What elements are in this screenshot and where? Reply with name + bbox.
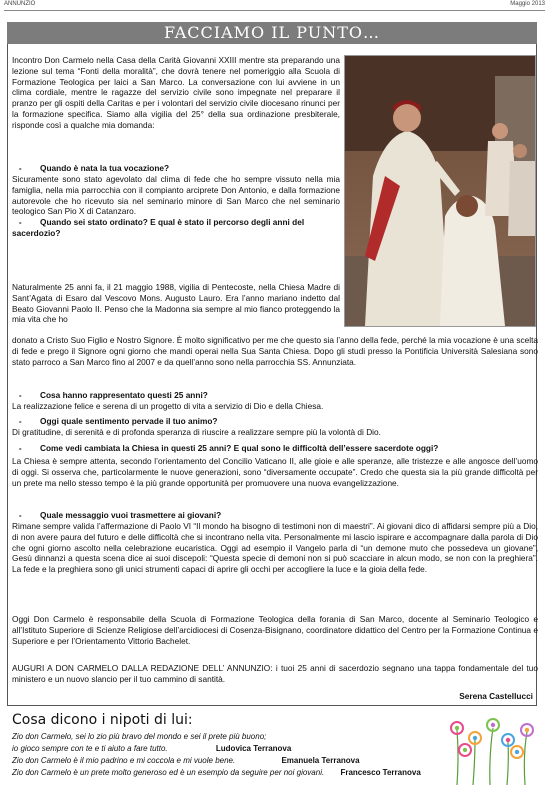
nipoti-line-2 <box>12 744 291 753</box>
question-4: - Oggi quale sentimento pervade il tuo animo? <box>12 416 218 426</box>
flower-center <box>525 728 529 732</box>
ordination-photo-icon <box>345 56 535 326</box>
flower-center <box>473 736 477 740</box>
intro-paragraph: Incontro Don Carmelo nella Casa della Carità Giovanni XXIII mentre sta preparando una lezione sul tema “Fonti della moralità”, che dovrà tenere nel pomeriggio alla Scuola di Formazione Teologica per laici a San Marco. La conversazione con lui avviene in un clima cordiale, mentre le ragazze del servizio civile sono impegnate nel preparare il pranzo per gli ospiti della Caritas e per i volontari del servizio civile diocesano rinunci per la formazione specifica. Siamo alla vigilia del 25° della sua ordinazione presbiterale, risponde così a qualche mia domanda: <box>12 55 340 130</box>
question-3: - Cosa hanno rappresentato questi 25 anni? <box>12 390 208 400</box>
question-3-text: Cosa hanno rappresentato questi 25 anni? <box>40 390 208 400</box>
answer-6: Rimane sempre valida l’affermazione di Paolo VI “Il mondo ha bisogno di testimoni non di maestri”. Ai giovani dico di affidarsi sempre più a Dio, di non avere paura del futuro e delle difficoltà che si incontrano nella vita. Personalmente mi lascio ispirare e accompagnare dalla parola di Dio che ogni giorno ascolto nella celebrazione eucaristica. Oggi ad esempio il Vangelo parla di “un demone muto che possedeva un giovane”, Gesù dinnanzi a questa scena dice ai suoi discepoli: “Questa specie di demoni non si può scacciare in alcun modo, se non con la preghiera”. La fede e la preghiera sono gli unici strumenti capaci di aprire gli occhi per accogliere la luce e la gioia della fede. <box>12 521 538 574</box>
answer-5: La Chiesa è sempre attenta, secondo l’orientamento del Concilio Vaticano II, alle gioie e alle speranze, alle tristezze e alle angosce dell’uomo di oggi. Si osserva che, particolarmente le nuove generazioni, sono “diversamente occupate”. Credo che questa sia la più grande difficoltà per un prete ma nello stesso tempo è la più grande opportunità per promuovere una nuova evangelizzazione. <box>12 456 538 488</box>
flower-center <box>455 726 459 730</box>
article-title: FACCIAMO IL PUNTO… <box>7 22 537 44</box>
flower-center <box>515 750 519 754</box>
answer-3: La realizzazione felice e serena di un progetto di vita a servizio di Dio e della Chiesa. <box>12 401 324 411</box>
nipoti-line-1: Zio don Carmelo, sei lo zio più bravo del mondo e sei il prete più buono; <box>12 732 267 741</box>
auguri-paragraph: AUGURI A DON CARMELO DALLA REDAZIONE DELL’ ANNUNZIO: i tuoi 25 anni di sacerdozio segnano una tappa fondamentale del tuo ministero e un nuovo slancio per il tuo cammino di santità. <box>12 663 538 684</box>
answer-4: Di gratitudine, di serenità e di profonda speranza di riuscire a realizzare sempre più la volontà di Dio. <box>12 427 381 437</box>
ordination-photo <box>344 55 536 327</box>
flowers-icon <box>445 710 540 785</box>
answer-2-part-a: Naturalmente 25 anni fa, il 21 maggio 1988, vigilia di Pentecoste, nella Chiesa Madre di Sant’Agata di Esaro dal Vescovo Mons. Augusto Lauro. Era l’anno mariano indetto dal Beato Giovanni Paolo II. Penso che la Madonna sia sempre al mio fianco proteggendo la mia vita che ho <box>12 282 340 325</box>
question-2: - Quando sei stato ordinato? E qual è stato il percorso degli anni del sacerdozio? <box>12 217 305 238</box>
answer-1: Sicuramente sono stato agevolato dal clima di fede che ho sempre vissuto nella mia famiglia, nella mia parrocchia con il compianto arciprete Don Antonio, e dalla formazione autorevole che ho ricevuto sia nel seminario minore di San Marco che nel seminario teologico San Pio X di Catanzaro. <box>12 174 340 217</box>
signature: Serena Castellucci <box>459 691 533 701</box>
nipoti-title: Cosa dicono i nipoti di lui: <box>12 712 193 728</box>
nipoti-author-1: Ludovica Terranova <box>215 744 292 753</box>
question-5-text: Come vedi cambiata la Chiesa in questi 25 anni? E qual sono le difficoltà dell’essere sacerdote oggi? <box>40 443 439 453</box>
nipoti-line-4-text: Zio don Carmelo è un prete molto generoso ed è un esempio da seguire per noi giovani. <box>12 768 325 777</box>
nipoti-line-3-text: Zio don Carmelo è il mio padrino e mi coccola e mi vuole bene. <box>12 756 236 765</box>
nipoti-line-4 <box>12 768 421 777</box>
closing-paragraph: Oggi Don Carmelo è responsabile della Scuola di Formazione Teologica della forania di San Marco, docente al Seminario Teologico e all’Istituto Superiore di Scienze Religiose dell’arcidiocesi di Cosenza-Bisignano, coordinatore didattico del Centro per la Formazione Continua e Superiore e per l’Orientamento Vittorio Bachelet. <box>12 614 538 646</box>
answer-2-part-b: donato a Cristo Suo Figlio e Nostro Signore. È molto significativo per me che questo sia l’anno della fede, perché la mia vocazione è una scelta di fede e prego il Signore ogni giorno che mandi operai nella Sua Santa Chiesa. Dopo gli studi presso la Pontificia Università Salesiana sono stato parroco a San Marco fino al 2007 e da quell’anno sono nella parrocchia SS. Annunziata. <box>12 335 538 367</box>
question-2-text: Quando sei stato ordinato? E qual è stato il percorso degli anni del sacerdozio? <box>12 217 305 238</box>
question-1: - Quando è nata la tua vocazione? <box>12 163 170 173</box>
nipoti-author-3: Francesco Terranova <box>340 768 421 777</box>
question-1-text: Quando è nata la tua vocazione? <box>40 163 170 173</box>
question-6-text: Quale messaggio vuoi trasmettere ai giovani? <box>40 510 222 520</box>
header-left: ANNUNZIO <box>4 1 36 7</box>
flower-center <box>463 748 467 752</box>
flower-center <box>506 738 510 742</box>
nipoti-author-2: Emanuela Terranova <box>281 756 360 765</box>
question-5: - Come vedi cambiata la Chiesa in questi 25 anni? E qual sono le difficoltà dell’essere sacerdote oggi? <box>12 443 439 453</box>
header-divider <box>4 10 545 11</box>
question-6: - Quale messaggio vuoi trasmettere ai giovani? <box>12 510 222 520</box>
flower-center <box>491 723 495 727</box>
nipoti-line-2-text: io gioco sempre con te e ti aiuto a fare tutto. <box>12 744 168 753</box>
header-right: Maggio 2013 <box>510 1 545 7</box>
nipoti-line-3 <box>12 756 360 765</box>
question-4-text: Oggi quale sentimento pervade il tuo animo? <box>40 416 218 426</box>
